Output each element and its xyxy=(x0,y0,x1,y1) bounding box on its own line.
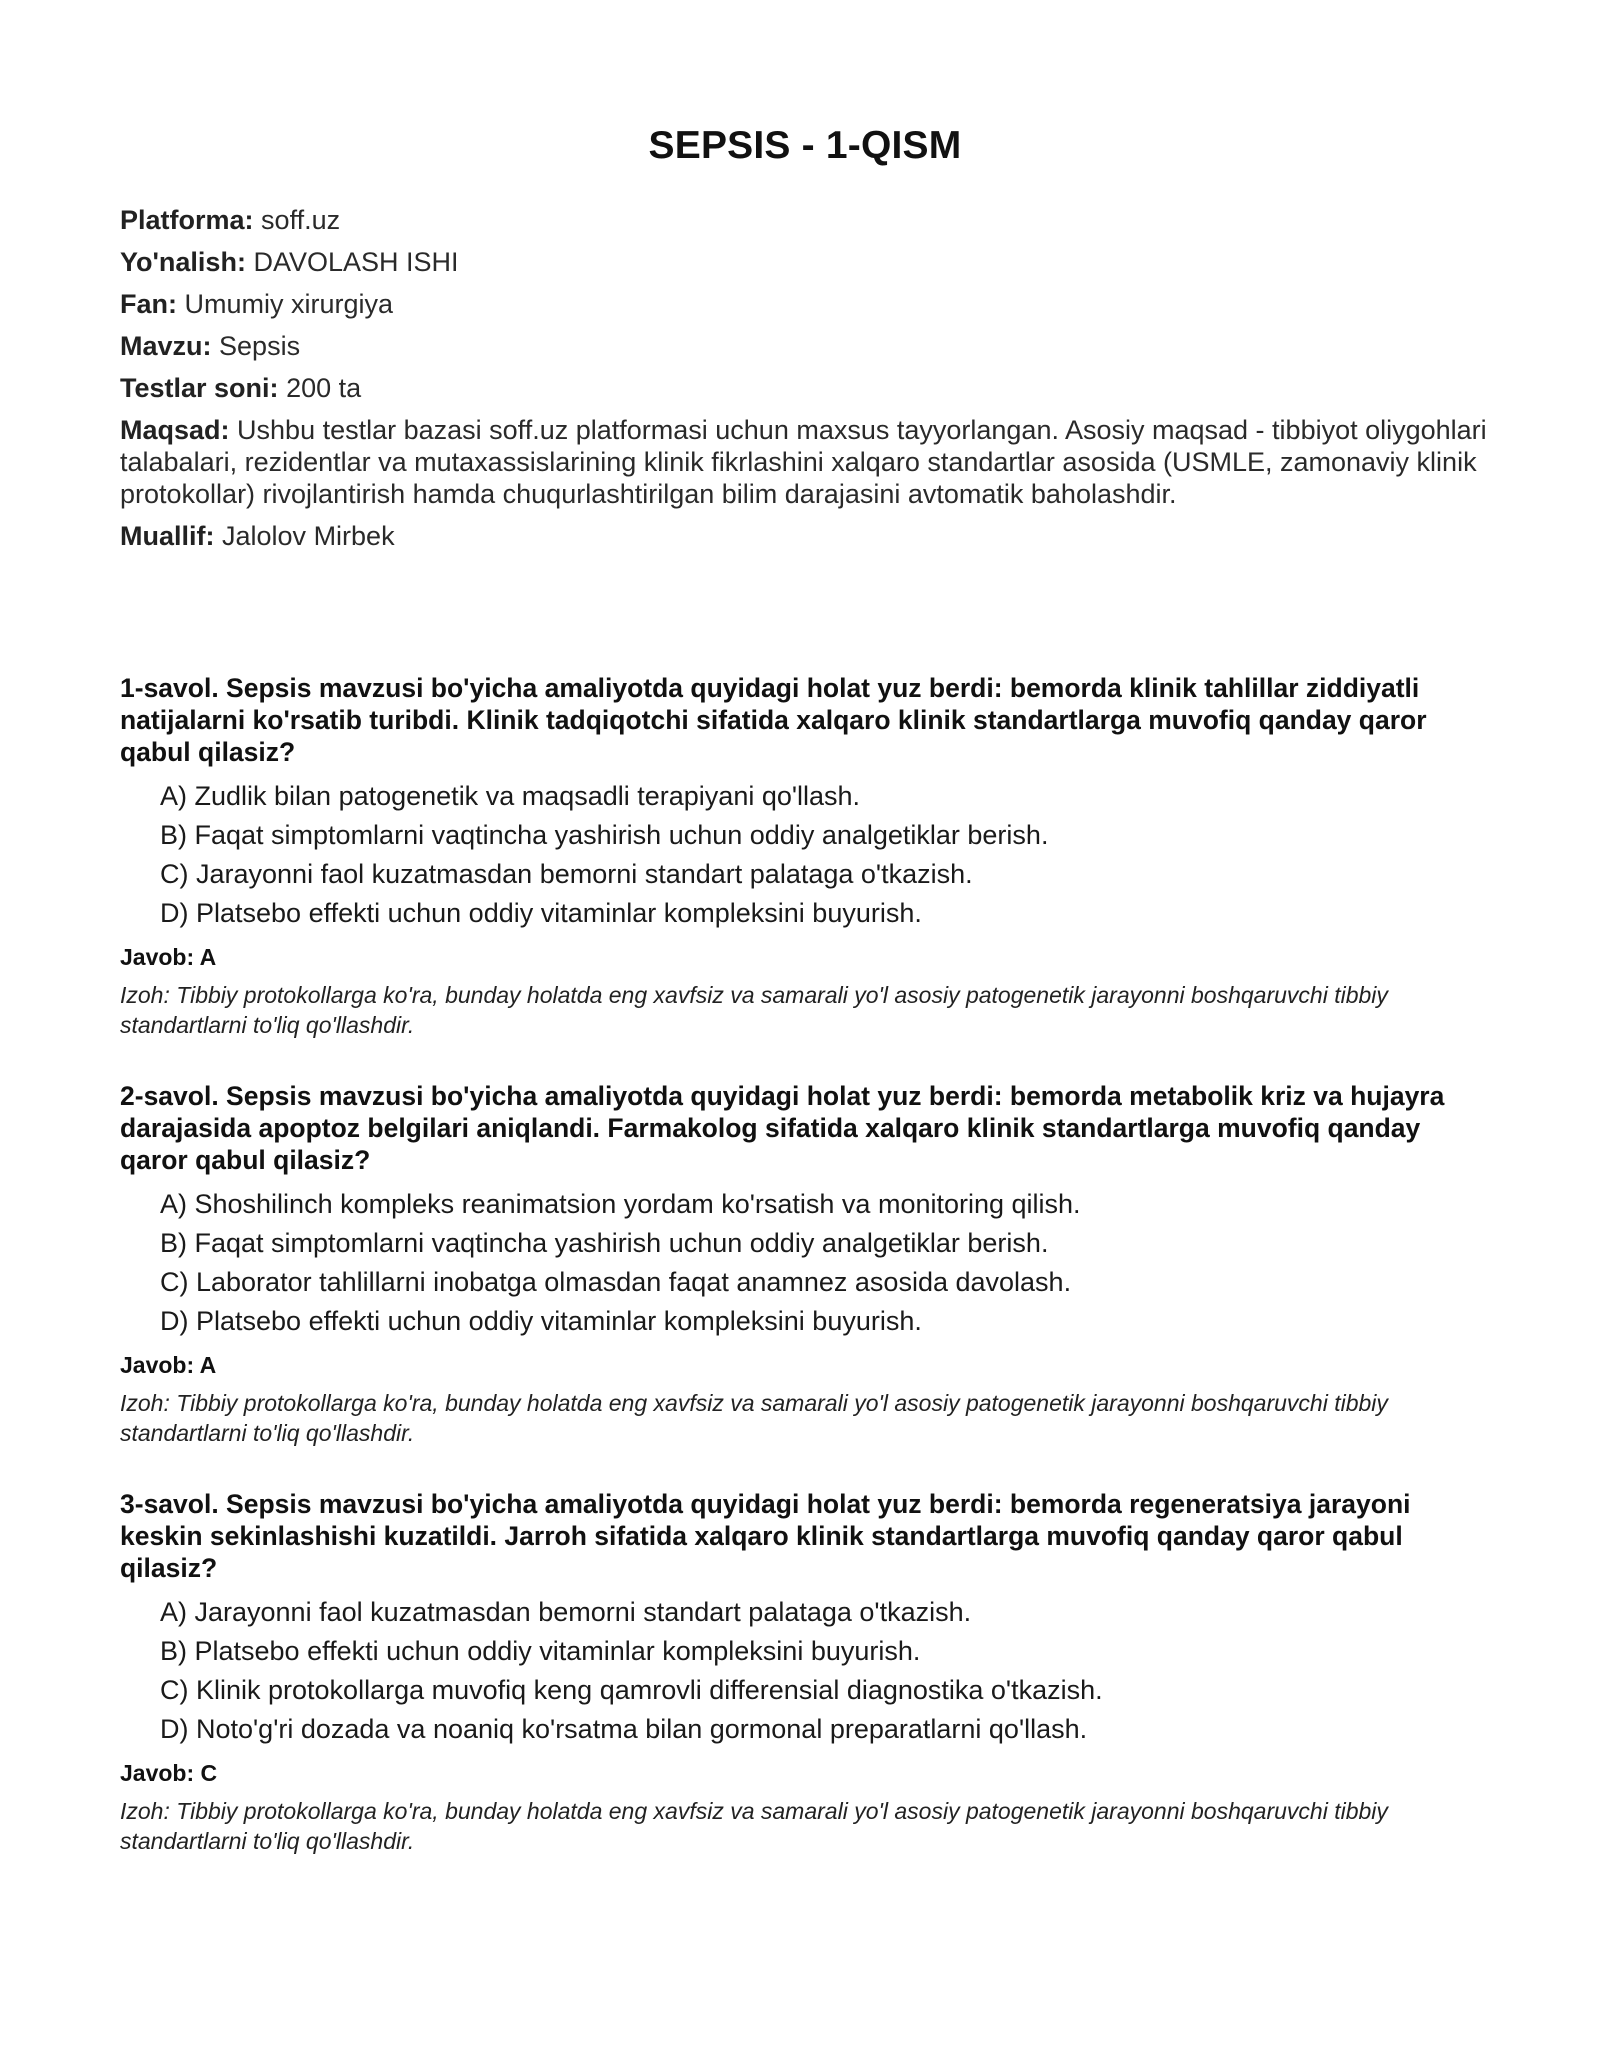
meta-value: Jalolov Mirbek xyxy=(222,521,395,551)
answer-option-b: B) Platsebo effekti uchun oddiy vitaminlar kompleksini buyurish. xyxy=(160,1636,921,1666)
correct-answer: Javob: C xyxy=(120,1760,218,1786)
answer-option-d: D) Platsebo effekti uchun oddiy vitaminlar kompleksini buyurish. xyxy=(160,1306,922,1336)
meta-value: Umumiy xirurgiya xyxy=(184,289,394,319)
answer-option-c: C) Klinik protokollarga muvofiq keng qamrovli differensial diagnostika o'tkazish. xyxy=(160,1675,1103,1705)
answer-option-a: A) Shoshilinch kompleks reanimatsion yordam ko'rsatish va monitoring qilish. xyxy=(160,1189,1081,1219)
meta-test-count xyxy=(120,372,1490,404)
meta-value: Ushbu testlar bazasi soff.uz platformasi uchun maxsus tayyorlangan. Asosiy maqsad - tibbiyot oliygohlari talabalari, rezidentlar va mutaxassislarining klinik fikrlashini xalqaro standartlar asosida (USMLE, zamonaviy klinik protokollar) rivojlantirish hamda chuqurlashtirilgan bilim darajasini avtomatik baholashdir. xyxy=(120,415,1487,509)
meta-platform xyxy=(120,204,1490,236)
answer-option-c: C) Laborator tahlillarni inobatga olmasdan faqat anamnez asosida davolash. xyxy=(160,1267,1072,1297)
meta-topic xyxy=(120,330,1490,362)
meta-author xyxy=(120,520,1490,552)
meta-direction xyxy=(120,246,1490,278)
answer-option-b: B) Faqat simptomlarni vaqtincha yashirish uchun oddiy analgetiklar berish. xyxy=(160,820,1049,850)
meta-key: Muallif: xyxy=(120,521,215,551)
answer-option-c: C) Jarayonni faol kuzatmasdan bemorni standart palataga o'tkazish. xyxy=(160,859,973,889)
meta-value: 200 ta xyxy=(286,373,362,403)
question-text: 2-savol. Sepsis mavzusi bo'yicha amaliyotda quyidagi holat yuz berdi: bemorda metabolik kriz va hujayra darajasida apoptoz belgilari aniqlandi. Farmakolog sifatida xalqaro klinik standartlarga muvofiq qanday qaror qabul qilasiz? xyxy=(120,1081,1445,1175)
document-title: SEPSIS - 1-QISM xyxy=(648,124,962,167)
correct-answer: Javob: A xyxy=(120,944,217,970)
meta-subject xyxy=(120,288,1490,320)
answer-option-d: D) Platsebo effekti uchun oddiy vitaminlar kompleksini buyurish. xyxy=(160,898,922,928)
answer-option-b: B) Faqat simptomlarni vaqtincha yashirish uchun oddiy analgetiklar berish. xyxy=(160,1228,1049,1258)
correct-answer: Javob: A xyxy=(120,1352,217,1378)
meta-key: Testlar soni: xyxy=(120,373,279,403)
question-1 xyxy=(120,672,1490,1040)
meta-key: Yo'nalish: xyxy=(120,247,246,277)
question-2 xyxy=(120,1080,1490,1448)
question-text: 3-savol. Sepsis mavzusi bo'yicha amaliyotda quyidagi holat yuz berdi: bemorda regeneratsiya jarayoni keskin sekinlashishi kuzatildi. Jarroh sifatida xalqaro klinik standartlarga muvofiq qanday qaror qabul qilasiz? xyxy=(120,1489,1411,1583)
answer-option-d: D) Noto'g'ri dozada va noaniq ko'rsatma bilan gormonal preparatlarni qo'llash. xyxy=(160,1714,1088,1744)
question-3 xyxy=(120,1488,1490,1856)
meta-key: Fan: xyxy=(120,289,177,319)
answer-option-a: A) Zudlik bilan patogenetik va maqsadli terapiyani qo'llash. xyxy=(160,781,861,811)
meta-value: DAVOLASH ISHI xyxy=(253,247,459,277)
meta-key: Platforma: xyxy=(120,205,254,235)
answer-explanation: Izoh: Tibbiy protokollarga ko'ra, bunday holatda eng xavfsiz va samarali yo'l asosiy patogenetik jarayonni boshqaruvchi tibbiy standartlarni to'liq qo'llashdir. xyxy=(120,1798,1388,1854)
question-text: 1-savol. Sepsis mavzusi bo'yicha amaliyotda quyidagi holat yuz berdi: bemorda klinik tahlillar ziddiyatli natijalarni ko'rsatib turibdi. Klinik tadqiqotchi sifatida xalqaro klinik standartlarga muvofiq qanday qaror qabul qilasiz? xyxy=(120,673,1427,767)
meta-value: soff.uz xyxy=(261,205,341,235)
meta-key: Mavzu: xyxy=(120,331,212,361)
meta-key: Maqsad: xyxy=(120,415,230,445)
document-metadata xyxy=(120,204,1490,562)
answer-option-a: A) Jarayonni faol kuzatmasdan bemorni standart palataga o'tkazish. xyxy=(160,1597,972,1627)
answer-explanation: Izoh: Tibbiy protokollarga ko'ra, bunday holatda eng xavfsiz va samarali yo'l asosiy patogenetik jarayonni boshqaruvchi tibbiy standartlarni to'liq qo'llashdir. xyxy=(120,1390,1388,1446)
answer-explanation: Izoh: Tibbiy protokollarga ko'ra, bunday holatda eng xavfsiz va samarali yo'l asosiy patogenetik jarayonni boshqaruvchi tibbiy standartlarni to'liq qo'llashdir. xyxy=(120,982,1388,1038)
meta-purpose xyxy=(120,414,1490,510)
meta-value: Sepsis xyxy=(219,331,301,361)
